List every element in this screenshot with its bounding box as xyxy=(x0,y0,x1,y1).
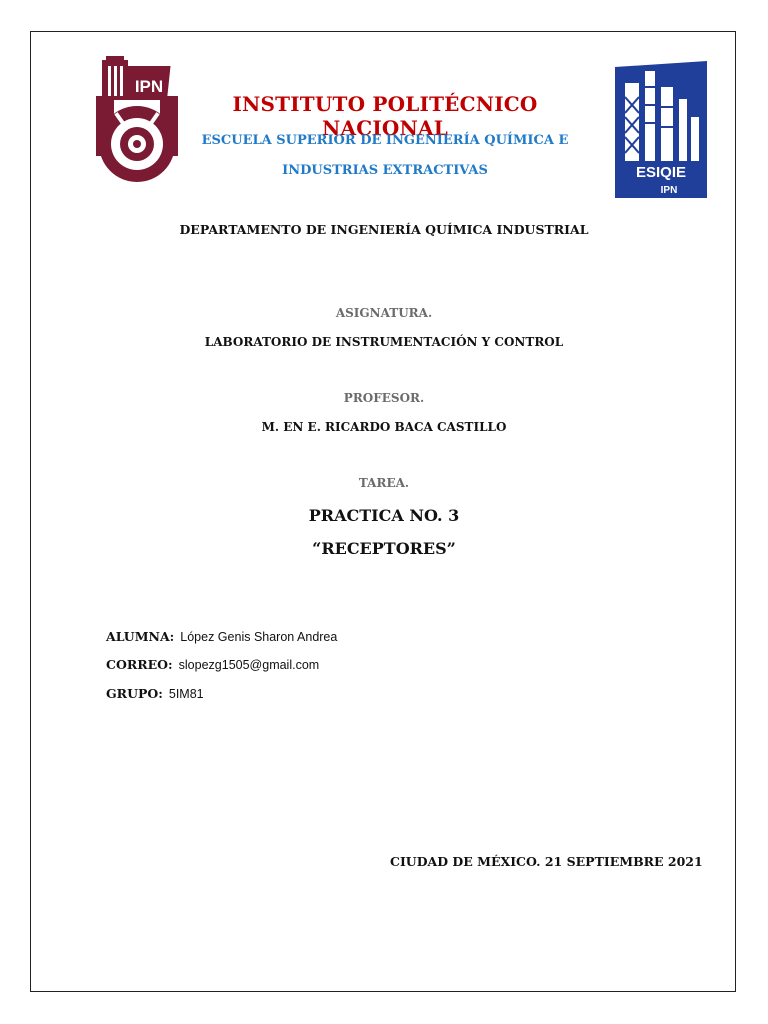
ipn-logo-text: IPN xyxy=(134,77,164,96)
institution-title: INSTITUTO POLITÉCNICO NACIONAL xyxy=(232,92,538,140)
professor-value: M. EN E. RICARDO BACA CASTILLO xyxy=(261,420,507,434)
student-group-label: GRUPO: xyxy=(106,686,163,701)
place-and-date: CIUDAD DE MÉXICO. 21 SEPTIEMBRE 2021 xyxy=(390,854,703,869)
school-name-line2: INDUSTRIAS EXTRACTIVAS xyxy=(282,163,488,178)
task-label: TAREA. xyxy=(358,476,410,490)
student-group-row xyxy=(106,686,204,701)
student-name-label: ALUMNA: xyxy=(106,629,175,644)
practice-topic: “RECEPTORES” xyxy=(312,539,456,558)
esiqie-logo-text: ESIQIE xyxy=(635,164,687,181)
student-name-row xyxy=(106,629,337,644)
esiqie-logo xyxy=(611,57,711,202)
professor-label: PROFESOR. xyxy=(343,391,425,405)
department-name: DEPARTAMENTO DE INGENIERÍA QUÍMICA INDUSTRIAL xyxy=(179,222,589,237)
school-name-line1: ESCUELA SUPERIOR DE INGENIERÍA QUÍMICA E xyxy=(201,133,569,148)
student-name-value: López Genis Sharon Andrea xyxy=(180,630,338,644)
practice-number: PRACTICA NO. 3 xyxy=(308,506,460,525)
course-label: ASIGNATURA. xyxy=(335,306,433,320)
esiqie-logo-subtext: IPN xyxy=(660,185,678,196)
course-value: LABORATORIO DE INSTRUMENTACIÓN Y CONTROL xyxy=(204,335,564,349)
ipn-logo xyxy=(94,52,180,184)
student-group-value: 5IM81 xyxy=(168,687,204,701)
student-email-value: slopezg1505@gmail.com xyxy=(178,658,320,672)
student-email-label: CORREO: xyxy=(106,657,173,672)
student-email-row xyxy=(106,657,319,672)
